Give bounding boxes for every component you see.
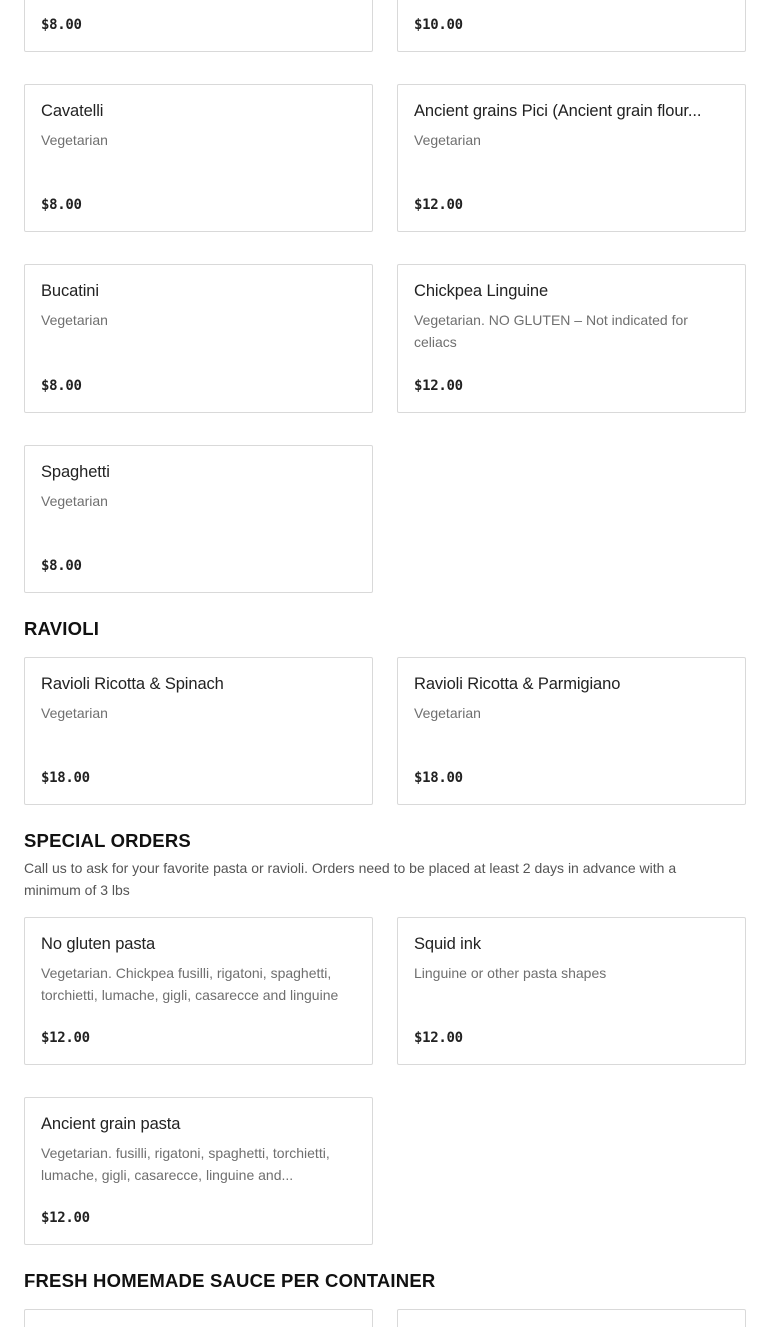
item-price: $8.00 (41, 558, 82, 574)
menu-item-card[interactable] (24, 264, 373, 413)
item-description: Vegetarian. Chickpea fusilli, rigatoni, spaghetti, torchietti, lumache, gigli, casarecce and linguine (41, 965, 339, 1003)
item-price: $10.00 (414, 17, 463, 33)
menu-item-card[interactable] (397, 264, 746, 413)
item-name: No gluten pasta (41, 935, 156, 953)
item-name: Ancient grains Pici (Ancient grain flour... (414, 102, 702, 120)
item-name: Ancient grain pasta (41, 1115, 181, 1133)
menu-item-card[interactable] (397, 917, 746, 1065)
menu-item-card[interactable] (24, 1309, 373, 1327)
item-description: Linguine or other pasta shapes (414, 965, 607, 981)
item-name: Squid ink (414, 935, 481, 953)
menu-item-card[interactable] (24, 0, 373, 52)
item-name: Ravioli Ricotta & Parmigiano (414, 675, 621, 693)
menu-item-card[interactable] (397, 657, 746, 805)
item-description: Vegetarian (41, 705, 108, 721)
menu-item-card[interactable] (24, 84, 373, 232)
menu-item-card[interactable] (397, 1309, 746, 1327)
menu-item-card[interactable] (397, 0, 746, 52)
item-description: Vegetarian. fusilli, rigatoni, spaghetti, torchietti, lumache, gigli, casarecce, linguine and... (41, 1145, 330, 1183)
item-name: Spaghetti (41, 463, 110, 481)
menu-item-card[interactable] (397, 84, 746, 232)
menu-item-card[interactable] (24, 917, 373, 1065)
item-price: $12.00 (414, 378, 463, 394)
section-title-ravioli: RAVIOLI (24, 618, 100, 639)
menu-item-card[interactable] (24, 1097, 373, 1245)
item-description: Vegetarian (41, 312, 108, 328)
section-description: Call us to ask for your favorite pasta or ravioli. Orders need to be placed at least 2 days in advance with a minimum of 3 lbs (24, 860, 677, 898)
item-name: Ravioli Ricotta & Spinach (41, 675, 224, 693)
item-name: Bucatini (41, 282, 99, 300)
item-description: Vegetarian (41, 493, 108, 509)
item-name: Chickpea Linguine (414, 282, 549, 300)
item-price: $18.00 (414, 770, 463, 786)
item-description: Vegetarian (414, 705, 481, 721)
section-title-special-orders: SPECIAL ORDERS (24, 830, 191, 851)
item-price: $12.00 (41, 1030, 90, 1046)
item-price: $8.00 (41, 17, 82, 33)
item-price: $18.00 (41, 770, 90, 786)
item-name: Cavatelli (41, 102, 104, 120)
item-price: $12.00 (414, 197, 463, 213)
item-price: $12.00 (414, 1030, 463, 1046)
item-description: Vegetarian (414, 132, 481, 148)
item-description: Vegetarian. NO GLUTEN – Not indicated for celiacs (414, 312, 688, 350)
item-price: $8.00 (41, 197, 82, 213)
item-description: Vegetarian (41, 132, 108, 148)
menu-item-card[interactable] (24, 657, 373, 805)
section-title-sauce: FRESH HOMEMADE SAUCE PER CONTAINER (24, 1270, 436, 1291)
item-price: $12.00 (41, 1210, 90, 1226)
item-price: $8.00 (41, 378, 82, 394)
menu-item-card[interactable] (24, 445, 373, 593)
